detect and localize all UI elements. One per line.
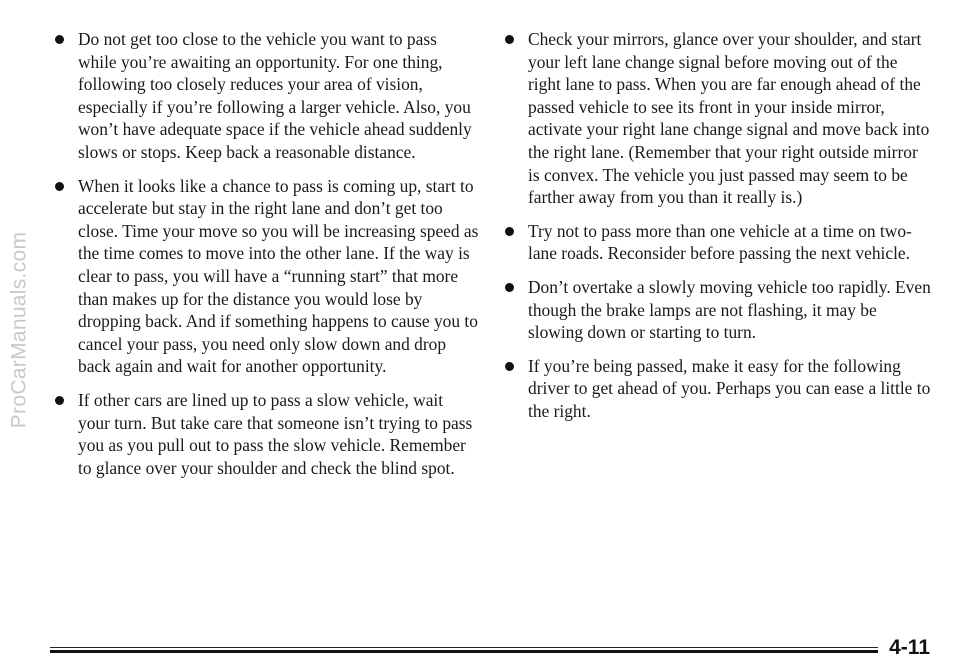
list-item [503, 28, 933, 209]
left-column [53, 28, 479, 490]
footer-rule-thick [50, 650, 878, 653]
list-item-text: Do not get too close to the vehicle you want to pass while you’re awaiting an opportunity. For one thing, following too closely reduces your area of vision, especially if you’re following a larger vehicle. Also, you won’t have adequate space if the vehicle ahead suddenly slows or stops. Keep back a reasonable distance. [78, 29, 472, 162]
list-item-text: Check your mirrors, glance over your shoulder, and start your left lane change signal before moving out of the right lane to pass. When you are far enough ahead of the passed vehicle to see its front in your inside mirror, activate your right lane change signal and move back into the right lane. (Remember that your right outside mirror is convex. The vehicle you just passed may seem to be farther away from you than it really is.) [528, 29, 930, 208]
page-number: 4-11 [889, 636, 930, 659]
bullet-icon [505, 283, 514, 292]
bullet-icon [505, 362, 514, 371]
list-item-text: When it looks like a chance to pass is coming up, start to accelerate but stay in the right lane and don’t get too close. Time your move so you will be increasing speed as the time comes to move into the other lane. If the way is clear to pass, you will have a “running start” that more than makes up for the distance you would lose by dropping back. And if something happens to cause you to cancel your pass, you need only slow down and drop back again and wait for another opportunity. [78, 175, 479, 377]
list-item [53, 28, 479, 164]
right-column [503, 28, 933, 434]
bullet-icon [505, 35, 514, 44]
bullet-icon [505, 227, 514, 236]
list-item [503, 276, 933, 344]
left-bullet-list [53, 28, 479, 479]
list-item-text: Don’t overtake a slowly moving vehicle too rapidly. Even though the brake lamps are not flashing, it may be slowing down or starting to turn. [528, 276, 931, 343]
bullet-icon [55, 35, 64, 44]
right-bullet-list [503, 28, 933, 423]
list-item-text: If other cars are lined up to pass a slow vehicle, wait your turn. But take care that someone isn’t trying to pass you as you pull out to pass the slow vehicle. Remember to glance over your shoulder and check the blind spot. [78, 389, 473, 478]
list-item-text: If you’re being passed, make it easy for the following driver to get ahead of you. Perhaps you can ease a little to the right. [528, 355, 931, 421]
list-item [53, 389, 479, 479]
list-item-text: Try not to pass more than one vehicle at a time on two-lane roads. Reconsider before passing the next vehicle. [528, 220, 912, 264]
bullet-icon [55, 182, 64, 191]
footer-rule-thin [50, 647, 878, 648]
list-item [53, 175, 479, 378]
bullet-icon [55, 396, 64, 405]
watermark [4, 0, 34, 660]
list-item [503, 355, 933, 423]
watermark-text: ProCarManuals.com [7, 231, 30, 429]
list-item [503, 220, 933, 265]
